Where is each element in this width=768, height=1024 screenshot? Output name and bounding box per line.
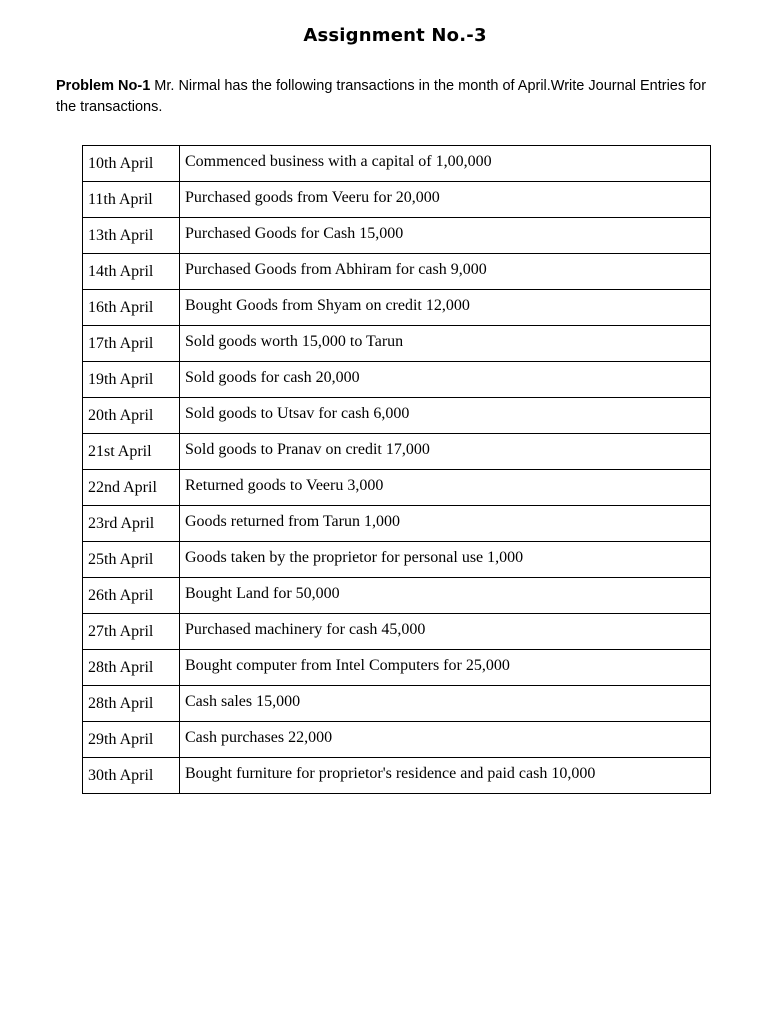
problem-text: Mr. Nirmal has the following transactions in the month of April.Write Journal Entries for the transactions. <box>56 78 707 115</box>
transaction-description: Bought Goods from Shyam on credit 12,000 <box>180 290 711 326</box>
transaction-date: 23rd April <box>83 506 180 542</box>
table-row <box>83 254 711 290</box>
table-row <box>83 362 711 398</box>
transaction-description: Purchased Goods for Cash 15,000 <box>180 218 711 254</box>
table-row <box>83 506 711 542</box>
transaction-date: 21st April <box>83 434 180 470</box>
table-row <box>83 542 711 578</box>
transaction-description: Goods returned from Tarun 1,000 <box>180 506 711 542</box>
table-row <box>83 578 711 614</box>
transaction-description: Purchased Goods from Abhiram for cash 9,000 <box>180 254 711 290</box>
transaction-description: Bought furniture for proprietor's residence and paid cash 10,000 <box>180 758 711 794</box>
transaction-date: 11th April <box>83 182 180 218</box>
transaction-date: 25th April <box>83 542 180 578</box>
problem-label: Problem No-1 <box>56 78 151 94</box>
table-row <box>83 398 711 434</box>
page-title: Assignment No.-3 <box>303 25 487 46</box>
table-row <box>83 470 711 506</box>
transaction-date: 27th April <box>83 614 180 650</box>
transaction-date: 29th April <box>83 722 180 758</box>
transaction-date: 14th April <box>83 254 180 290</box>
transaction-description: Cash sales 15,000 <box>180 686 711 722</box>
transaction-date: 20th April <box>83 398 180 434</box>
table-row <box>83 326 711 362</box>
transaction-description: Commenced business with a capital of 1,00,000 <box>180 146 711 182</box>
problem-statement <box>56 76 716 118</box>
transaction-description: Sold goods to Pranav on credit 17,000 <box>180 434 711 470</box>
transaction-date: 13th April <box>83 218 180 254</box>
table-row <box>83 686 711 722</box>
transaction-description: Purchased goods from Veeru for 20,000 <box>180 182 711 218</box>
table-row <box>83 434 711 470</box>
transaction-date: 28th April <box>83 686 180 722</box>
transaction-date: 10th April <box>83 146 180 182</box>
table-row <box>83 758 711 794</box>
table-row <box>83 218 711 254</box>
transaction-description: Sold goods to Utsav for cash 6,000 <box>180 398 711 434</box>
table-row <box>83 614 711 650</box>
transaction-date: 16th April <box>83 290 180 326</box>
transaction-date: 19th April <box>83 362 180 398</box>
table-row <box>83 182 711 218</box>
transaction-date: 30th April <box>83 758 180 794</box>
transaction-date: 26th April <box>83 578 180 614</box>
transaction-description: Returned goods to Veeru 3,000 <box>180 470 711 506</box>
transaction-description: Sold goods worth 15,000 to Tarun <box>180 326 711 362</box>
transaction-description: Bought Land for 50,000 <box>180 578 711 614</box>
transaction-description: Sold goods for cash 20,000 <box>180 362 711 398</box>
table-row <box>83 722 711 758</box>
transaction-date: 28th April <box>83 650 180 686</box>
transaction-date: 17th April <box>83 326 180 362</box>
transactions-table <box>82 145 711 794</box>
transaction-description: Cash purchases 22,000 <box>180 722 711 758</box>
table-row <box>83 290 711 326</box>
transaction-description: Goods taken by the proprietor for personal use 1,000 <box>180 542 711 578</box>
table-row <box>83 650 711 686</box>
transaction-description: Purchased machinery for cash 45,000 <box>180 614 711 650</box>
transaction-description: Bought computer from Intel Computers for 25,000 <box>180 650 711 686</box>
transaction-date: 22nd April <box>83 470 180 506</box>
table-row <box>83 146 711 182</box>
